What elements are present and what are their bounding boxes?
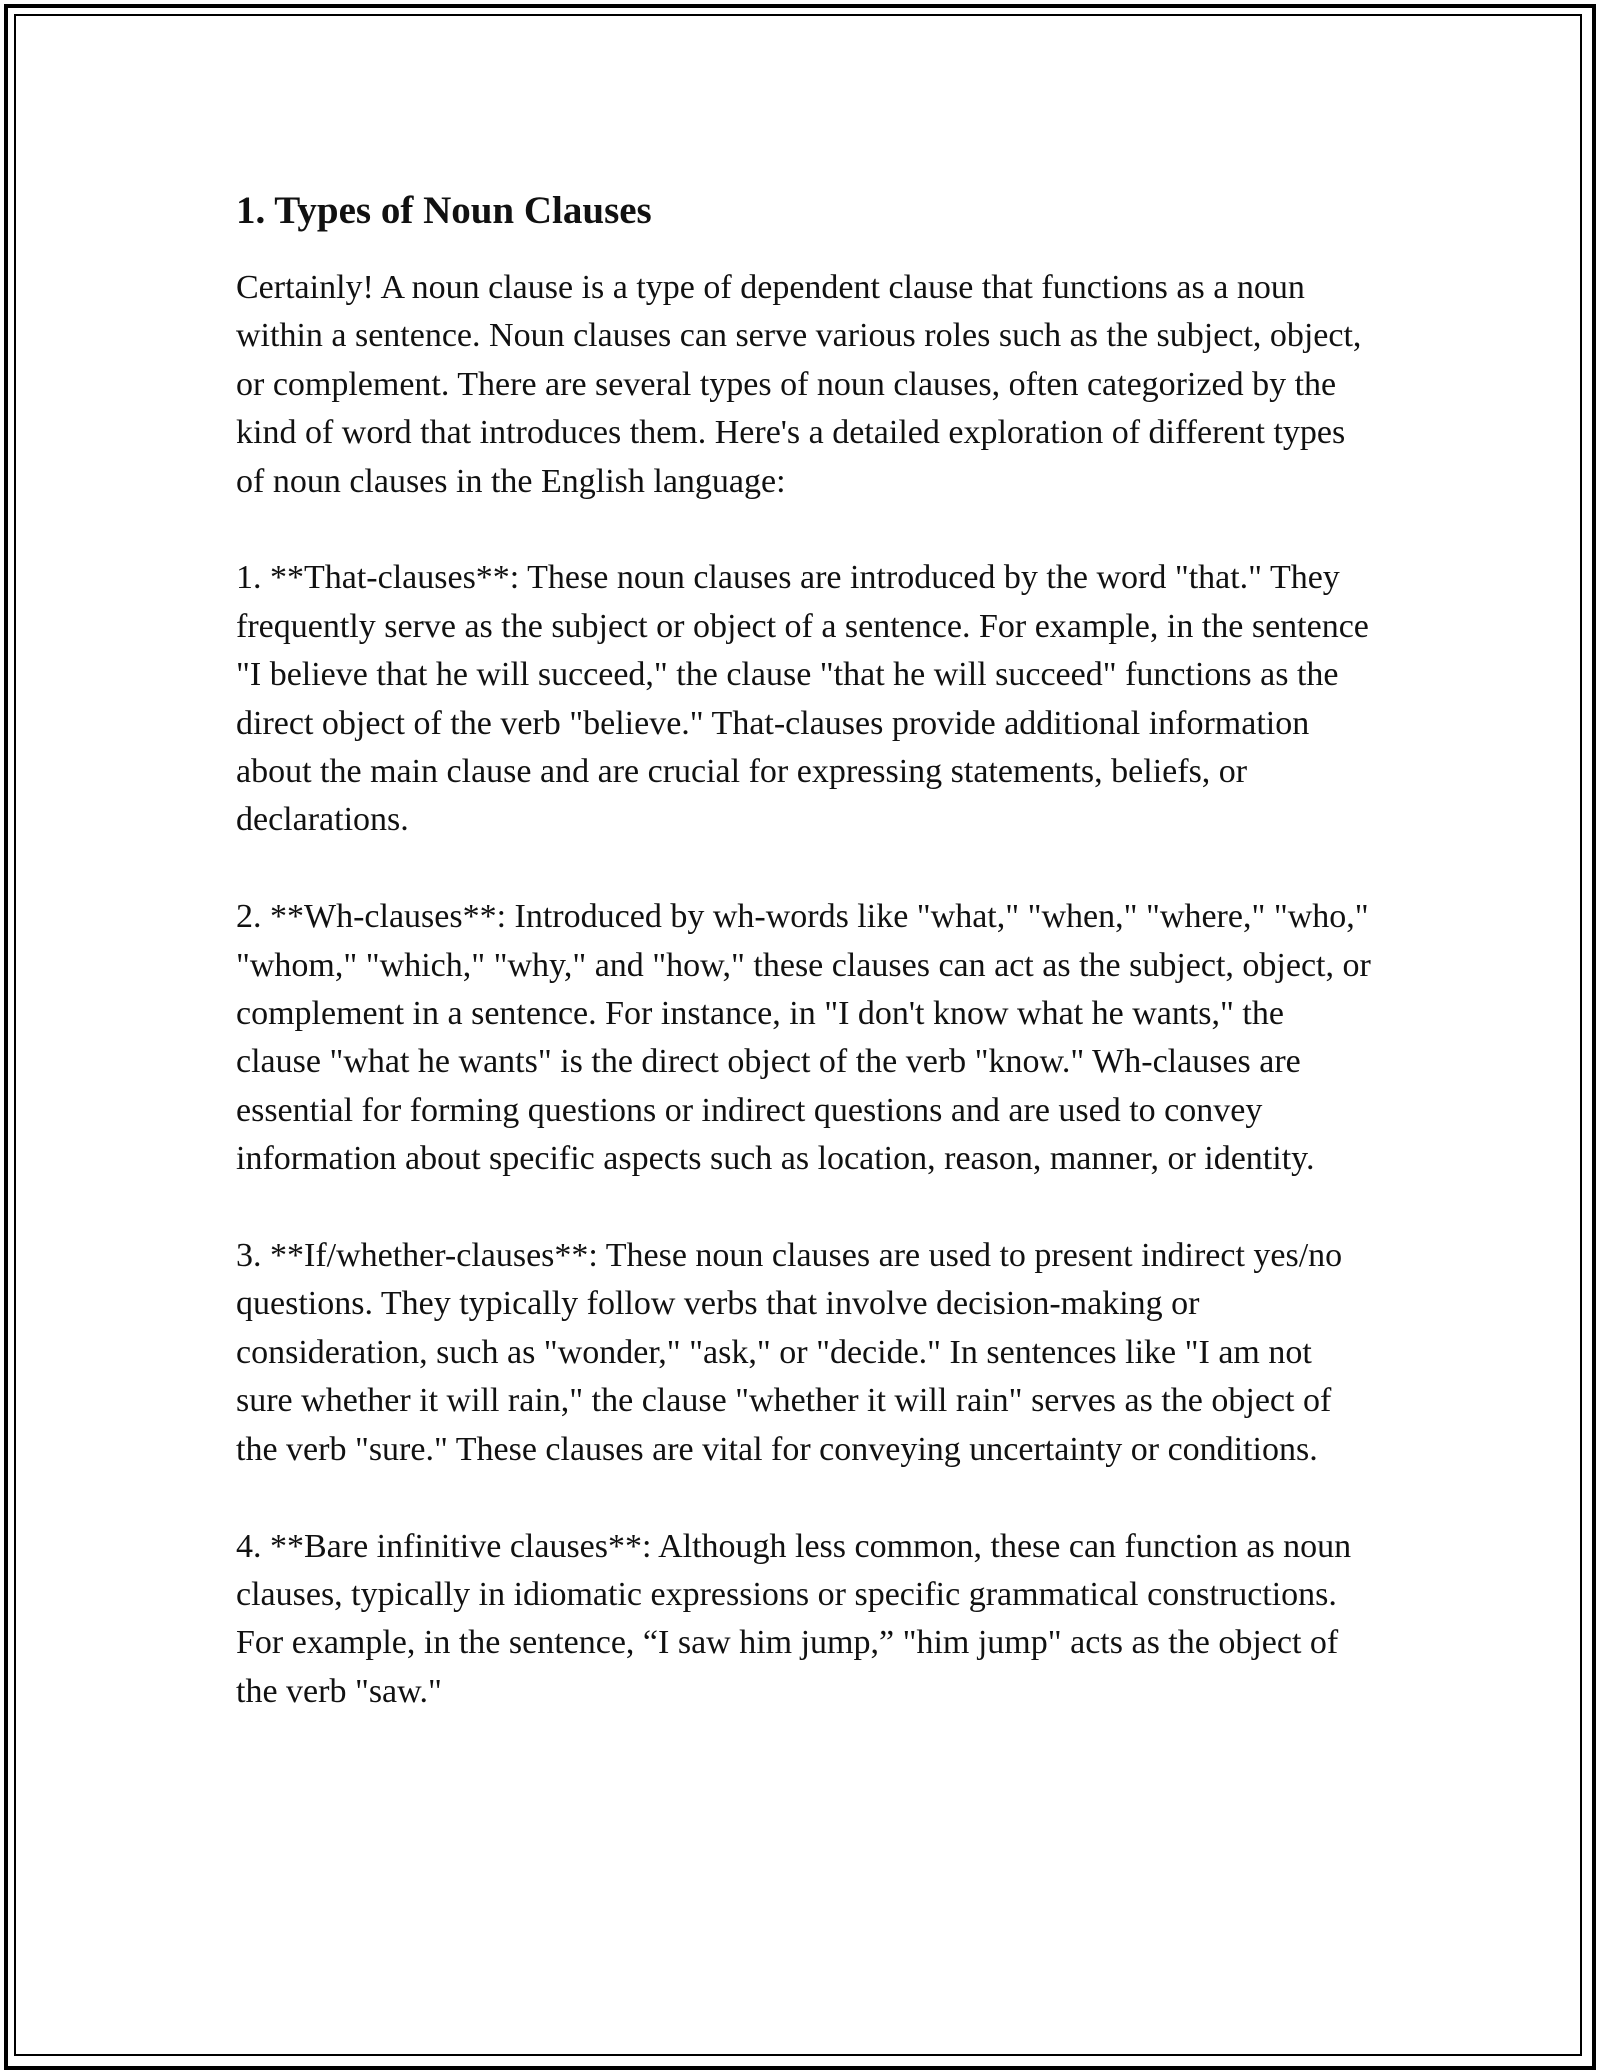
document-body [236,186,1376,1765]
that-clauses-paragraph: 1. **That-clauses**: These noun clauses are introduced by the word "that." They frequently serve as the subject or object of a sentence. For example, in the sentence "I believe that he will succeed," the clause "that he will succeed" functions as the direct object of the verb "believe." That-clauses provide additional information about the main clause and are crucial for expressing statements, beliefs, or declarations. [236,559,1369,839]
intro-paragraph: Certainly! A noun clause is a type of dependent clause that functions as a noun within a sentence. Noun clauses can serve various roles such as the subject, object, or complement. There are several types of noun clauses, often categorized by the kind of word that introduces them. Here's a detailed exploration of different types of noun clauses in the English language: [236,269,1362,500]
section-heading: 1. Types of Noun Clauses [236,189,652,232]
if-whether-clauses-paragraph: 3. **If/whether-clauses**: These noun clauses are used to present indirect yes/no questions. They typically follow verbs that involve decision-making or consideration, such as "wonder," "ask," or "decide." In sentences like "I am not sure whether it will rain," the clause "whether it will rain" serves as the object of the verb "sure." These clauses are vital for conveying uncertainty or conditions. [236,1237,1343,1468]
bare-infinitive-clauses-paragraph: 4. **Bare infinitive clauses**: Although less common, these can function as noun clauses, typically in idiomatic expressions or specific grammatical constructions. For example, in the sentence, “I saw him jump,” "him jump" acts as the object of the verb "saw." [236,1527,1352,1710]
wh-clauses-paragraph: 2. **Wh-clauses**: Introduced by wh-words like "what," "when," "where," "who," "whom," "which," "why," and "how," these clauses can act as the subject, object, or complement in a sentence. For instance, in "I don't know what he wants," the clause "what he wants" is the direct object of the verb "know." Wh-clauses are essential for forming questions or indirect questions and are used to convey information about specific aspects such as location, reason, manner, or identity. [236,898,1371,1178]
